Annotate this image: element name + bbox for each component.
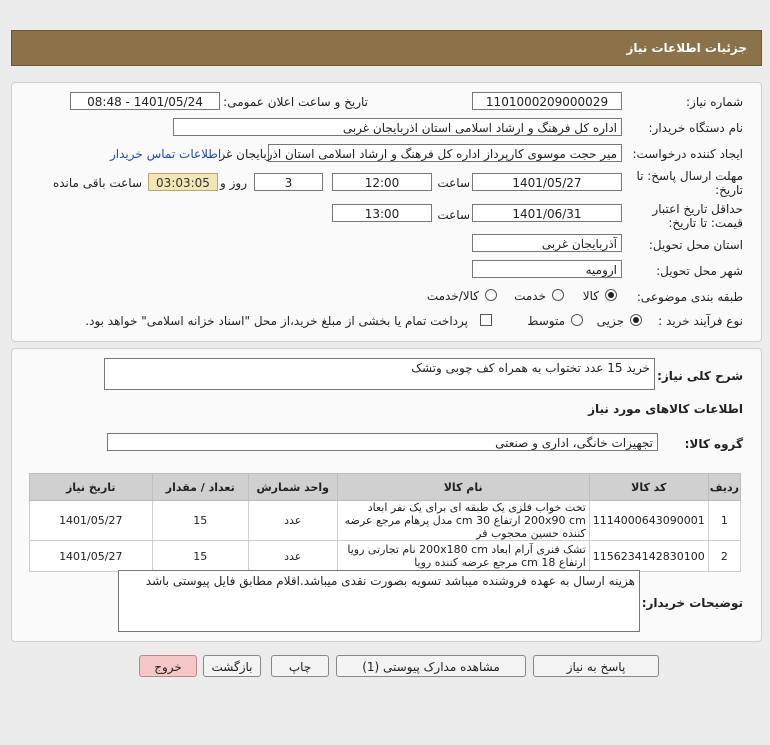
goods-group-field: تجهیزات خانگی، اداری و صنعتی — [107, 433, 658, 451]
exit-button[interactable]: خروج — [139, 655, 197, 677]
need-description-field: خرید 15 عدد تختواب به همراه کف چوبی وتشک — [104, 358, 655, 390]
remaining-label: ساعت باقی مانده — [52, 176, 142, 190]
process-minor-label: جزیی — [596, 314, 624, 328]
announce-field: 1401/05/24 - 08:48 — [70, 92, 220, 110]
buyer-org-label: نام دستگاه خریدار: — [648, 121, 743, 135]
item-date: 1401/05/27 — [30, 541, 153, 572]
goods-info-heading: اطلاعات کالاهای مورد نیاز — [588, 402, 743, 416]
item-name: تشک فنری آرام ابعاد 200x180 cm نام تجارتی رویا ارتفاع 18 cm مرجع عرضه کننده رویا — [337, 541, 589, 572]
category-radio-goods[interactable] — [605, 289, 617, 301]
deadline-label-2: تاریخ: — [715, 183, 743, 197]
deadline-time-field: 12:00 — [332, 173, 432, 191]
buyer-org-field: اداره کل فرهنگ و ارشاد اسلامی استان اذربایجان غربی — [173, 118, 622, 136]
col-row: ردیف — [708, 474, 740, 501]
province-label: استان محل تحویل: — [648, 238, 743, 252]
days-label: روز و — [220, 176, 247, 190]
remaining-time-field: 03:03:05 — [148, 173, 218, 191]
process-radio-minor[interactable] — [630, 314, 642, 326]
creator-field: میر حجت موسوی کارپرداز اداره کل فرهنگ و ارشاد اسلامی استان اذربایجان غر — [268, 144, 622, 162]
table-row — [30, 541, 741, 572]
print-button[interactable]: چاپ — [271, 655, 329, 677]
page-header — [11, 30, 762, 66]
deadline-date-field: 1401/05/27 — [472, 173, 622, 191]
validity-label-2: قیمت: تا تاریخ: — [668, 216, 743, 230]
category-goods-label: کالا — [582, 289, 599, 303]
process-radio-medium[interactable] — [571, 314, 583, 326]
buyer-notes-label: توضیحات خریدار: — [641, 596, 743, 610]
item-qty: 15 — [152, 501, 248, 541]
category-radio-goods-service[interactable] — [485, 289, 497, 301]
col-qty: تعداد / مقدار — [152, 474, 248, 501]
process-medium-label: متوسط — [527, 314, 565, 328]
item-code: 1156234142830100 — [589, 541, 708, 572]
validity-time-label: ساعت — [437, 208, 470, 222]
goods-group-label: گروه کالا: — [684, 437, 743, 451]
view-attachments-button[interactable]: مشاهده مدارک پیوستی (1) — [336, 655, 526, 677]
row-number: 2 — [708, 541, 740, 572]
category-service-label: خدمت — [514, 289, 546, 303]
need-number-label: شماره نیاز: — [686, 95, 743, 109]
col-unit: واحد شمارش — [248, 474, 337, 501]
days-field: 3 — [254, 173, 323, 191]
validity-time-field: 13:00 — [332, 204, 432, 222]
col-name: نام کالا — [337, 474, 589, 501]
goods-table-header — [30, 474, 741, 501]
reply-button[interactable]: پاسخ به نیاز — [533, 655, 659, 677]
col-code: کد کالا — [589, 474, 708, 501]
process-label: نوع فرآیند خرید : — [658, 314, 743, 328]
item-date: 1401/05/27 — [30, 501, 153, 541]
buyer-notes-field: هزینه ارسال به عهده فروشنده میباشد تسویه بصورت نقدی میباشد.اقلام مطابق فایل پیوستی باشد — [118, 570, 640, 632]
need-number-field: 1101000209000029 — [472, 92, 622, 110]
province-field: آذربایجان غربی — [472, 234, 622, 252]
need-description-label: شرح کلی نیاز: — [657, 369, 743, 383]
deadline-label-1: مهلت ارسال پاسخ: تا — [636, 169, 743, 183]
city-label: شهر محل تحویل: — [656, 264, 743, 278]
item-qty: 15 — [152, 541, 248, 572]
creator-label: ایجاد کننده درخواست: — [632, 147, 743, 161]
page-title: جزئیات اطلاعات نیاز — [626, 41, 747, 55]
row-number: 1 — [708, 501, 740, 541]
city-field: ارومیه — [472, 260, 622, 278]
back-button[interactable]: بازگشت — [203, 655, 261, 677]
goods-table — [29, 473, 741, 572]
table-row — [30, 501, 741, 541]
category-label: طبقه بندی موضوعی: — [636, 290, 743, 304]
item-unit: عدد — [248, 501, 337, 541]
item-unit: عدد — [248, 541, 337, 572]
validity-date-field: 1401/06/31 — [472, 204, 622, 222]
item-name: تخت خواب فلزی یک طبقه ای برای یک نفر ابعاد 200x90 cm ارتفاع 30 cm مدل پرهام مرجع عرضه کننده حسین محجوب فر — [337, 501, 589, 541]
treasury-payment-note: پرداخت تمام یا بخشی از مبلغ خرید،از محل "اسناد خزانه اسلامی" خواهد بود. — [85, 314, 468, 328]
col-date: تاریخ نیاز — [30, 474, 153, 501]
validity-label-1: حداقل تاریخ اعتبار — [652, 202, 743, 216]
contact-info-link[interactable]: اطلاعات تماس خریدار — [110, 147, 222, 161]
category-goods-service-label: کالا/خدمت — [426, 289, 479, 303]
announce-label: تاریخ و ساعت اعلان عمومی: — [223, 95, 368, 109]
item-code: 1114000643090001 — [589, 501, 708, 541]
category-radio-service[interactable] — [552, 289, 564, 301]
deadline-time-label: ساعت — [437, 176, 470, 190]
treasury-payment-checkbox[interactable] — [480, 314, 492, 326]
